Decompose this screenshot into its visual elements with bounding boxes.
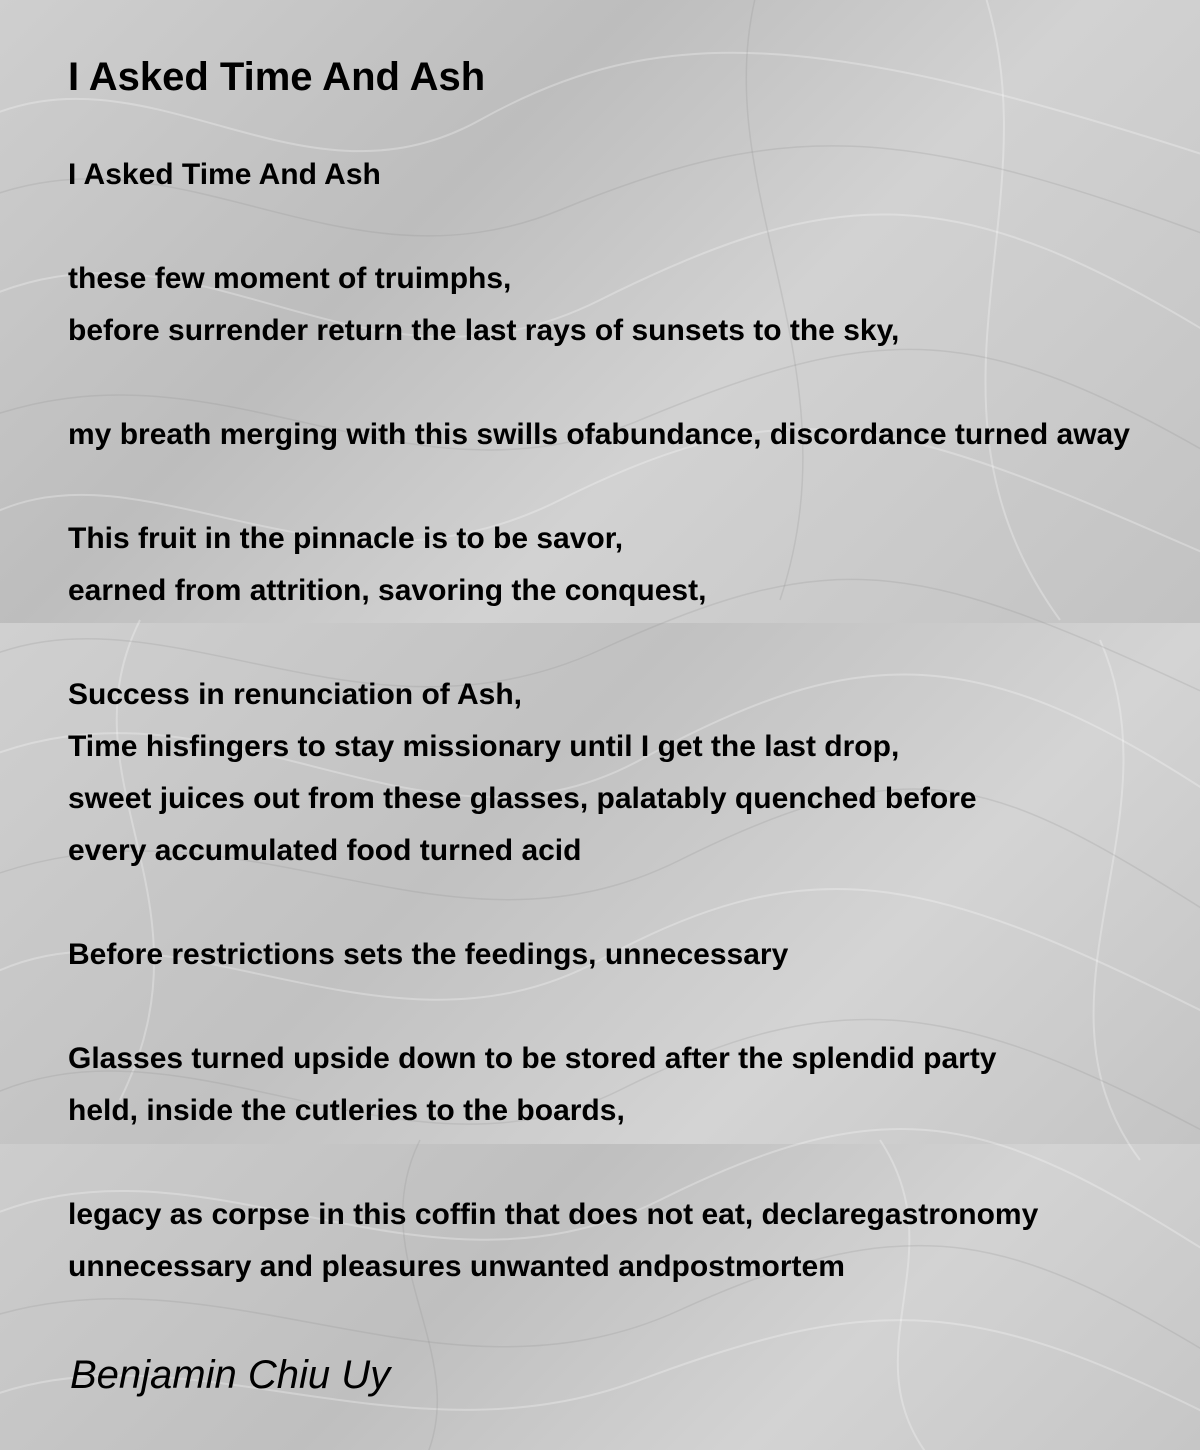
poem-line: This fruit in the pinnacle is to be savor, xyxy=(68,522,624,555)
poem-line: every accumulated food turned acid xyxy=(68,834,582,867)
poem-line: legacy as corpse in this coffin that does not eat, declaregastronomy xyxy=(68,1198,1039,1231)
poem-line: Before restrictions sets the feedings, unnecessary xyxy=(68,938,789,971)
page-title: I Asked Time And Ash xyxy=(68,55,486,99)
poem-content xyxy=(68,0,1200,1450)
poem-author: Benjamin Chiu Uy xyxy=(70,1353,391,1397)
poem-line: I Asked Time And Ash xyxy=(68,158,381,191)
poem-line: before surrender return the last rays of sunsets to the sky, xyxy=(68,314,900,347)
poem-line: Glasses turned upside down to be stored after the splendid party xyxy=(68,1042,997,1075)
poem-line: my breath merging with this swills ofabundance, discordance turned away xyxy=(68,418,1130,451)
poem-line: these few moment of truimphs, xyxy=(68,262,512,295)
poem-line: Time hisfingers to stay missionary until I get the last drop, xyxy=(68,730,900,763)
poem-line: unnecessary and pleasures unwanted andpostmortem xyxy=(68,1250,845,1283)
poem-line: earned from attrition, savoring the conquest, xyxy=(68,574,707,607)
poem-line: Success in renunciation of Ash, xyxy=(68,678,522,711)
poem-line: held, inside the cutleries to the boards, xyxy=(68,1094,625,1127)
poem-line: sweet juices out from these glasses, palatably quenched before xyxy=(68,782,977,815)
